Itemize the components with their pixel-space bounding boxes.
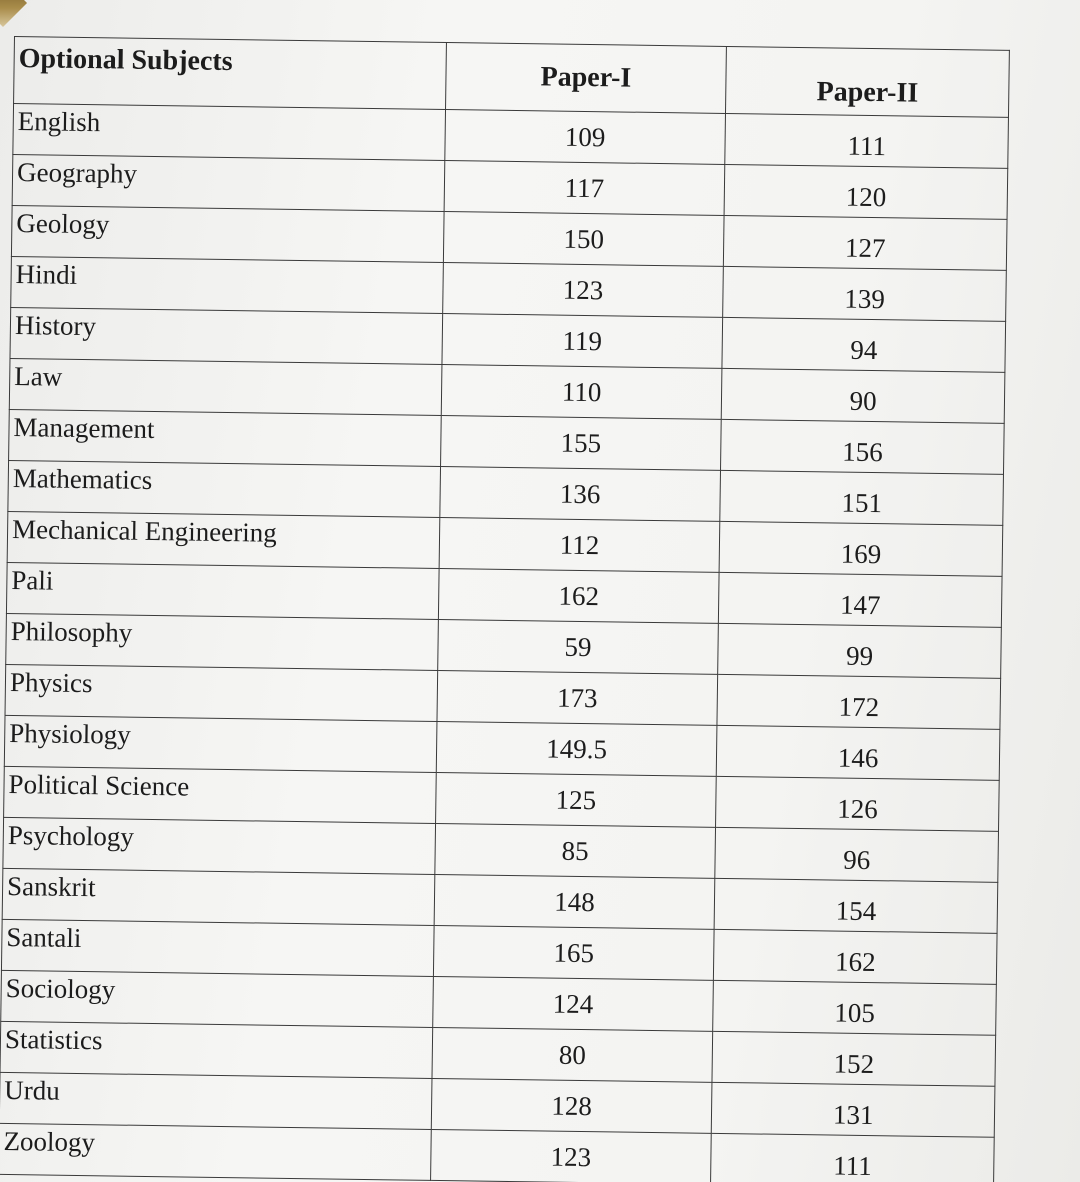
paper2-cell: 96 (715, 827, 998, 882)
paper1-cell: 150 (443, 212, 724, 267)
paper1-cell: 125 (435, 772, 716, 827)
paper1-cell: 109 (444, 110, 725, 165)
paper1-cell: 165 (433, 925, 714, 980)
header-optional-subjects: Optional Subjects (14, 37, 447, 110)
paper2-cell: 127 (724, 215, 1007, 270)
subject-cell: Urdu (0, 1072, 432, 1129)
subject-cell: Sanskrit (2, 868, 434, 925)
paper1-cell: 136 (439, 466, 720, 521)
paper1-cell: 162 (438, 568, 719, 623)
subject-cell: Philosophy (6, 613, 438, 670)
paper1-cell: 149.5 (436, 721, 717, 776)
paper2-cell: 99 (718, 623, 1001, 678)
paper2-cell: 152 (712, 1031, 995, 1086)
subject-cell: Geography (12, 154, 444, 211)
page-corner-decoration (0, 0, 27, 27)
subject-cell: Management (9, 409, 441, 466)
paper2-cell: 105 (713, 980, 996, 1035)
subject-cell: Physics (5, 664, 437, 721)
subject-cell: Sociology (1, 970, 433, 1027)
paper1-cell: 148 (434, 874, 715, 929)
paper1-cell: 123 (430, 1129, 711, 1182)
paper2-cell: 156 (721, 419, 1004, 474)
paper1-cell: 173 (437, 670, 718, 725)
subject-cell: Physiology (4, 715, 436, 772)
table-body (0, 104, 1008, 1182)
subject-cell: Psychology (3, 817, 435, 874)
paper2-cell: 139 (723, 266, 1006, 321)
subject-cell: Statistics (0, 1021, 432, 1078)
paper1-cell: 123 (442, 263, 723, 318)
paper1-cell: 119 (442, 314, 723, 369)
header-paper-2: Paper-II (726, 46, 1010, 117)
paper2-cell: 131 (712, 1082, 995, 1137)
paper1-cell: 59 (437, 619, 718, 674)
paper2-cell: 126 (716, 776, 999, 831)
paper2-cell: 146 (717, 725, 1000, 780)
header-paper-1: Paper-I (445, 43, 727, 114)
paper1-cell: 112 (439, 517, 720, 572)
paper-sheet (0, 36, 1010, 1182)
paper2-cell: 111 (725, 113, 1008, 168)
subject-cell: Political Science (4, 766, 436, 823)
subject-cell: History (10, 307, 442, 364)
subject-cell: Pali (6, 562, 438, 619)
paper1-cell: 124 (432, 976, 713, 1031)
paper2-cell: 151 (720, 470, 1003, 525)
subject-cell: Law (9, 358, 441, 415)
paper2-cell: 90 (722, 368, 1005, 423)
subject-cell: English (13, 104, 445, 161)
paper2-cell: 94 (722, 317, 1005, 372)
subject-cell: Mathematics (8, 460, 440, 517)
paper1-cell: 80 (432, 1027, 713, 1082)
subject-cell: Mechanical Engineering (7, 511, 439, 568)
paper2-cell: 111 (711, 1133, 994, 1182)
paper2-cell: 147 (719, 572, 1002, 627)
paper1-cell: 117 (444, 161, 725, 216)
subject-cell: Santali (1, 919, 433, 976)
paper2-cell: 162 (714, 929, 997, 984)
paper1-cell: 85 (435, 823, 716, 878)
paper1-cell: 155 (440, 415, 721, 470)
paper1-cell: 128 (431, 1078, 712, 1133)
paper1-cell: 110 (441, 365, 722, 420)
marks-table (0, 36, 1010, 1182)
subject-cell: Hindi (11, 256, 443, 313)
paper2-cell: 120 (724, 164, 1007, 219)
paper2-cell: 169 (719, 521, 1002, 576)
subject-cell: Zoology (0, 1123, 431, 1180)
paper2-cell: 154 (714, 878, 997, 933)
paper2-cell: 172 (717, 674, 1000, 729)
subject-cell: Geology (11, 205, 443, 262)
